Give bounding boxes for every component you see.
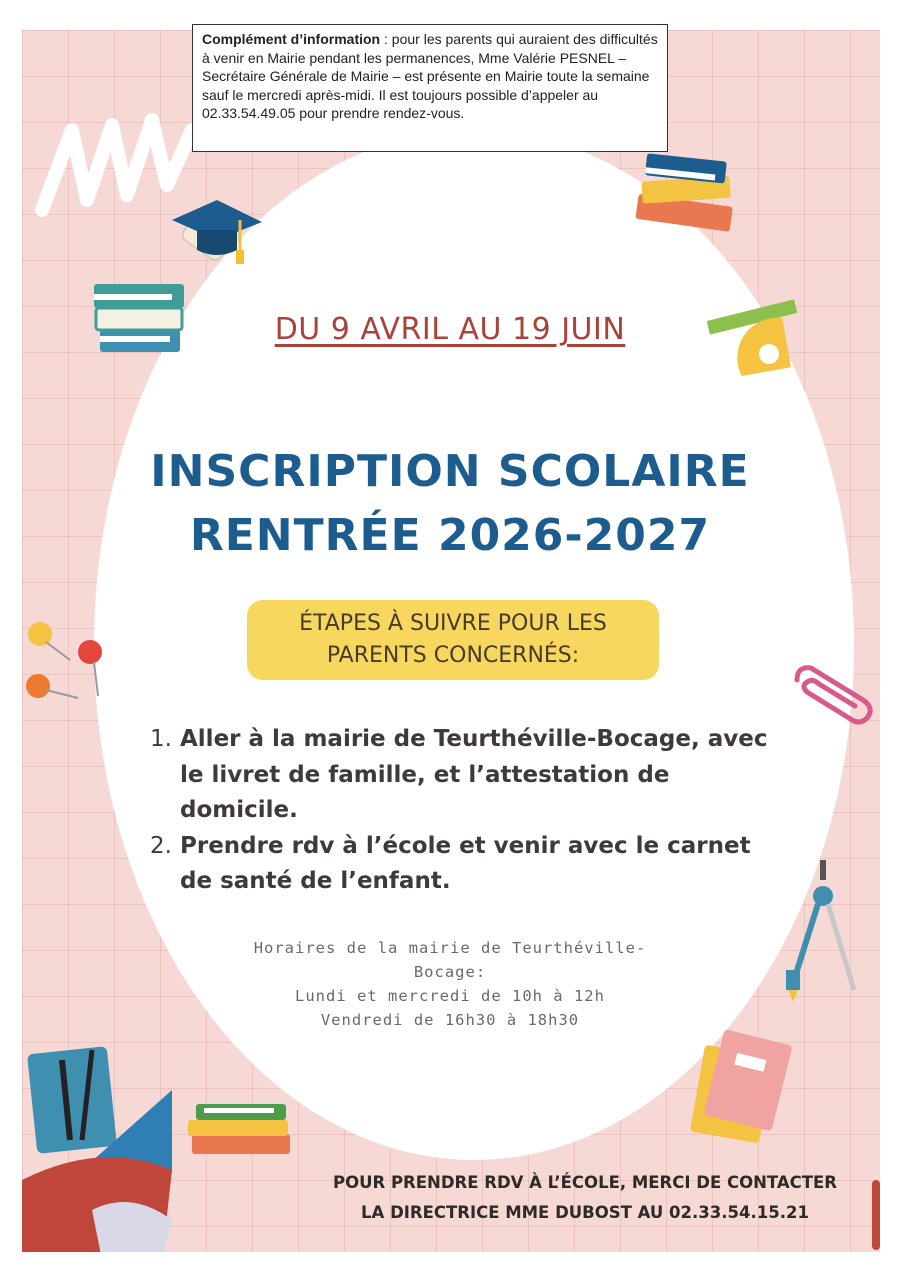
dates-heading: DU 9 AVRIL AU 19 JUIN — [274, 312, 626, 347]
info-box-text: : pour les parents qui auraient des difficultés à venir en Mairie pendant les permanences, Mme Valérie PESNEL – Secrétaire Générale de Mairie – est présente en Mairie toute la semaine sauf le mercredi après-midi. Il est toujours possible d’appeler au 02.33.54.49.05 pour prendre rendez-vous. — [202, 31, 658, 121]
school-bag-icon — [22, 1030, 212, 1252]
footer-line-2: LA DIRECTRICE MME DUBOST AU 02.33.54.15.21 — [361, 1203, 809, 1222]
title-line-1: INSCRIPTION SCOLAIRE — [150, 446, 750, 497]
info-box — [192, 24, 668, 152]
list-item — [150, 829, 790, 900]
footer-line-1: POUR PRENDRE RDV À L’ÉCOLE, MERCI DE CONTACTER — [332, 1173, 837, 1192]
steps-list — [150, 722, 790, 900]
hours-line-1: Lundi et mercredi de 10h à 12h — [295, 987, 605, 1005]
graduation-cap-icon — [162, 190, 272, 280]
opening-hours — [230, 936, 670, 1032]
info-box-label: Complément d’information — [202, 31, 381, 47]
steps-heading-line-1: ÉTAPES À SUIVRE POUR LES — [299, 611, 607, 636]
footer-contact — [290, 1168, 880, 1228]
push-pin-icon — [22, 620, 117, 720]
books-stack-icon — [632, 145, 742, 235]
title-line-2: RENTRÉE 2026-2027 — [189, 510, 711, 561]
steps-heading — [247, 600, 659, 680]
hours-heading: Horaires de la mairie de Teurthéville-Bocage: — [253, 939, 647, 981]
list-item — [150, 722, 790, 829]
step-number: 2. — [150, 832, 172, 859]
step-text: Aller à la mairie de Teurthéville-Bocage, avec le livret de famille, et l’attestation de domicile. — [180, 726, 768, 823]
steps-heading-line-2: PARENTS CONCERNÉS: — [326, 643, 580, 668]
step-number: 1. — [150, 726, 172, 752]
step-text: Prendre rdv à l’école et venir avec le carnet de santé de l’enfant. — [180, 832, 751, 894]
compass-icon — [782, 860, 862, 1010]
paper-clip-icon — [787, 660, 877, 730]
hours-line-2: Vendredi de 16h30 à 18h30 — [320, 1011, 580, 1029]
notebook-icon — [687, 1030, 797, 1145]
